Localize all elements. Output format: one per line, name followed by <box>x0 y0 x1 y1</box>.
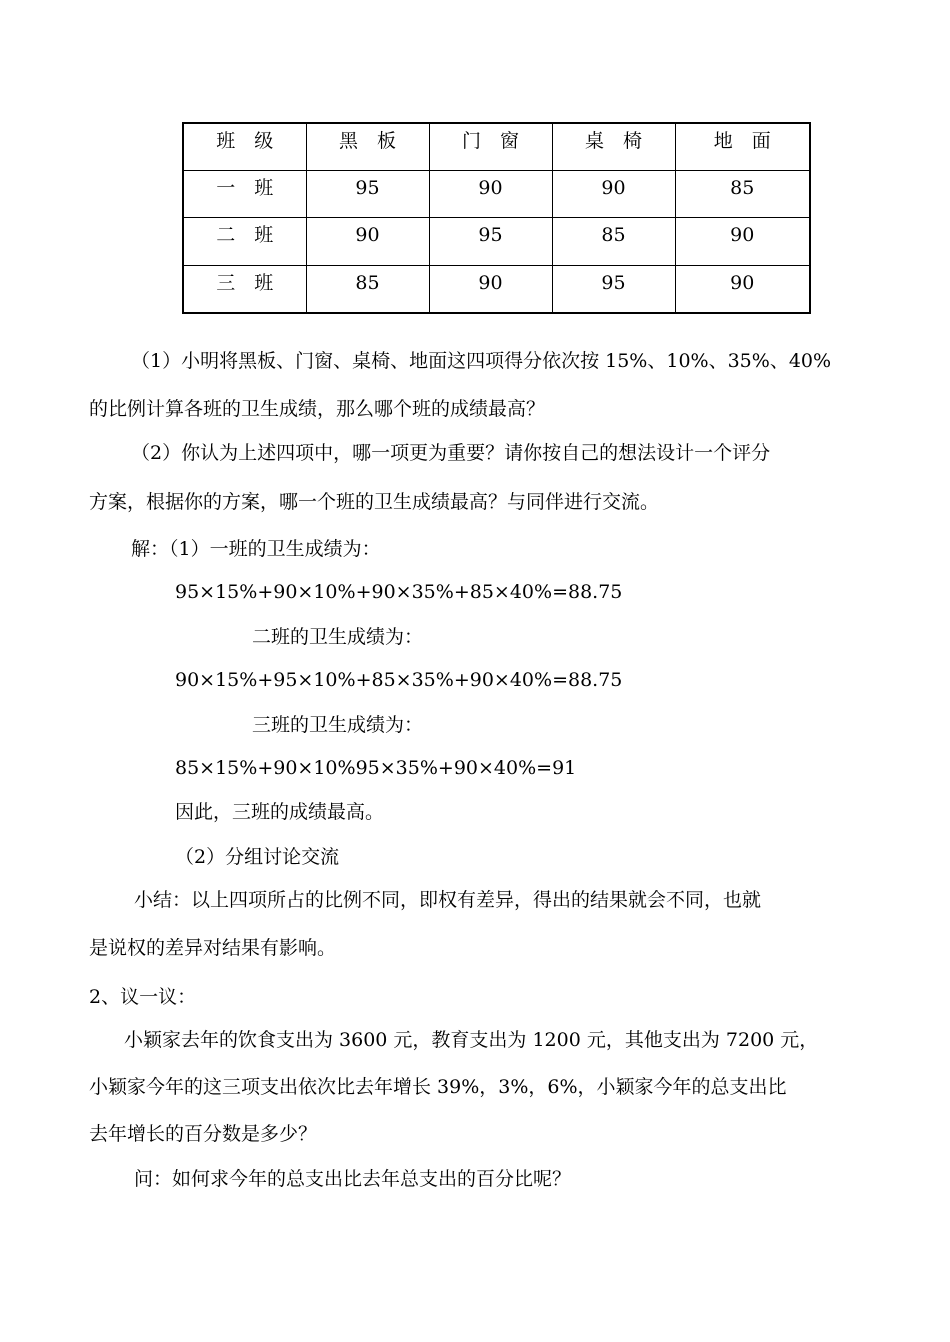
summary-line-2: 是说权的差异对结果有影响。 <box>89 937 337 959</box>
problem-line-1: 小颖家去年的饮食支出为 3600 元，教育支出为 1200 元，其他支出为 7200 元， <box>124 1029 819 1051</box>
table-cell: 95 <box>306 171 429 218</box>
table-cell: 90 <box>675 218 810 265</box>
header-cell: 黑 板 <box>306 123 429 171</box>
table-cell: 二 班 <box>183 218 306 265</box>
conclusion: 因此，三班的成绩最高。 <box>175 801 385 823</box>
table-cell: 90 <box>306 218 429 265</box>
solution-part-2: （2）分组讨论交流 <box>175 846 340 868</box>
table-cell: 90 <box>552 171 675 218</box>
formula-class-2: 90×15%+95×10%+85×35%+90×40%=88.75 <box>175 669 623 691</box>
solution-heading: 解：（1）一班的卫生成绩为： <box>131 538 381 560</box>
header-cell: 桌 椅 <box>552 123 675 171</box>
summary-line-1: 小结：以上四项所占的比例不同，即权有差异，得出的结果就会不同，也就 <box>134 889 762 911</box>
formula-class-1: 95×15%+90×10%+90×35%+85×40%=88.75 <box>175 581 623 603</box>
score-table <box>182 122 811 314</box>
table-cell: 85 <box>306 265 429 313</box>
question-2-line-2: 方案，根据你的方案，哪一个班的卫生成绩最高？与同伴进行交流。 <box>89 491 660 513</box>
table-row <box>183 265 810 313</box>
section-2-heading: 2、议一议： <box>89 986 197 1008</box>
table-cell: 90 <box>429 171 552 218</box>
table-cell: 95 <box>429 218 552 265</box>
formula-class-3: 85×15%+90×10%95×35%+90×40%=91 <box>175 757 577 779</box>
problem-line-3: 去年增长的百分数是多少？ <box>89 1123 318 1145</box>
table-cell: 85 <box>552 218 675 265</box>
table-cell: 90 <box>429 265 552 313</box>
class-2-label: 二班的卫生成绩为： <box>252 626 424 648</box>
question-line: 问：如何求今年的总支出比去年总支出的百分比呢？ <box>134 1168 572 1190</box>
table-row <box>183 218 810 265</box>
table-cell: 三 班 <box>183 265 306 313</box>
problem-line-2: 小颖家今年的这三项支出依次比去年增长 39%，3%，6%，小颖家今年的总支出比 <box>89 1076 787 1098</box>
header-cell: 班 级 <box>183 123 306 171</box>
table-cell: 95 <box>552 265 675 313</box>
header-cell: 地 面 <box>675 123 810 171</box>
table-row <box>183 171 810 218</box>
question-2-line-1: （2）你认为上述四项中，哪一项更为重要？请你按自己的想法设计一个评分 <box>131 442 771 464</box>
question-1-line-2: 的比例计算各班的卫生成绩，那么哪个班的成绩最高？ <box>89 398 546 420</box>
table-cell: 85 <box>675 171 810 218</box>
header-cell: 门 窗 <box>429 123 552 171</box>
table-cell: 90 <box>675 265 810 313</box>
table-header-row <box>183 123 810 171</box>
table-cell: 一 班 <box>183 171 306 218</box>
question-1-line-1: （1）小明将黑板、门窗、桌椅、地面这四项得分依次按 15%、10%、35%、40% <box>131 350 832 372</box>
class-3-label: 三班的卫生成绩为： <box>252 714 424 736</box>
